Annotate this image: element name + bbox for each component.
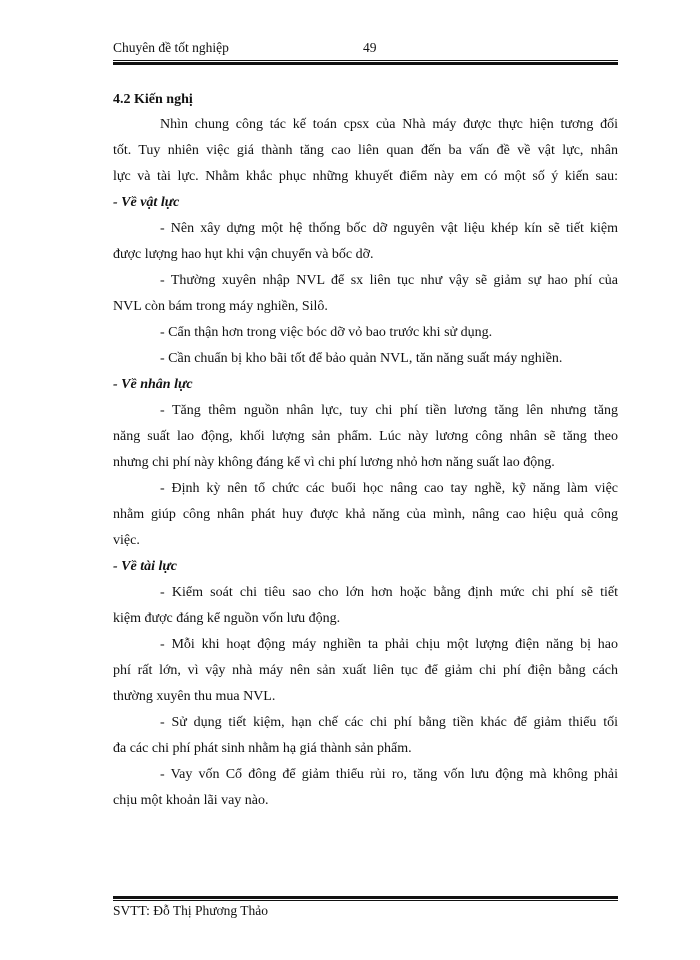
- paragraph-line: - Định kỳ nên tổ chức các buổi học nâng cao tay nghề, kỹ năng làm việc: [160, 481, 618, 496]
- paragraph-line: việc.: [113, 533, 140, 548]
- paragraph-line: nhưng chi phí này không đáng kể vì chi phí lương nhỏ hơn năng suất lao động.: [113, 455, 555, 470]
- page-header: [113, 40, 618, 60]
- paragraph-line: tốt. Tuy nhiên việc giá thành tăng cao liên quan đến ba vấn đề về vật lực, nhân: [113, 143, 618, 158]
- paragraph-line: - Sử dụng tiết kiệm, hạn chế các chi phí bằng tiền khác để giảm thiểu tối: [160, 715, 618, 730]
- paragraph-line: - Vay vốn Cổ đông để giảm thiểu rủi ro, tăng vốn lưu động mà không phải: [160, 767, 618, 782]
- paragraph-line: - Mỗi khi hoạt động máy nghiền ta phải chịu một lượng điện năng bị hao: [160, 637, 618, 652]
- page-number: 49: [363, 40, 377, 55]
- paragraph-line: lực và tài lực. Nhằm khắc phục những khuyết điểm này em có một số ý kiến sau:: [113, 169, 618, 184]
- paragraph-line: được lượng hao hụt khi vận chuyển và bốc dỡ.: [113, 247, 374, 262]
- paragraph-line: - Tăng thêm nguồn nhân lực, tuy chi phí tiền lương tăng lên nhưng tăng: [160, 403, 618, 418]
- paragraph-line: - Kiểm soát chi tiêu sao cho lớn hơn hoặc bằng định mức chi phí sẽ tiết: [160, 585, 618, 600]
- paragraph-line: chịu một khoản lãi vay nào.: [113, 793, 269, 808]
- paragraph-line: Nhìn chung công tác kế toán cpsx của Nhà máy được thực hiện tương đối: [160, 117, 618, 132]
- paragraph-line: phí rất lớn, vì vậy nhà máy nên sản xuất liên tục để giảm chi phí điện bằng cách: [113, 663, 618, 678]
- header-rule-thin: [113, 60, 618, 61]
- section-title: 4.2 Kiến nghị: [113, 92, 193, 107]
- paragraph-line: thường xuyên thu mua NVL.: [113, 689, 276, 704]
- paragraph-line: - Nên xây dựng một hệ thống bốc dỡ nguyên vật liệu khép kín sẽ tiết kiệm: [160, 221, 618, 236]
- header-rule-thick: [113, 62, 618, 65]
- subheading-tai-luc: - Về tài lực: [113, 559, 177, 574]
- paragraph-line: NVL còn bám trong máy nghiền, Silô.: [113, 299, 328, 314]
- header-title: Chuyên đề tốt nghiệp: [113, 40, 229, 55]
- paragraph-line: năng suất lao động, khối lượng sản phẩm. Lúc này lương công nhân sẽ tăng theo: [113, 429, 618, 444]
- subheading-vat-luc: - Về vật lực: [113, 195, 180, 210]
- subheading-nhan-luc: - Về nhân lực: [113, 377, 193, 392]
- paragraph-line: nhằm giúp công nhân phát huy được khả năng của mình, nâng cao hiệu quả công: [113, 507, 618, 522]
- document-body: [113, 88, 618, 814]
- footer-rule-thin: [113, 900, 618, 901]
- paragraph-line: - Cẩn thận hơn trong việc bóc dỡ vỏ bao trước khi sử dụng.: [160, 325, 493, 340]
- footer-rule-thick: [113, 896, 618, 899]
- paragraph-line: - Cần chuẩn bị kho bãi tốt để bảo quản NVL, tăn năng suất máy nghiền.: [160, 351, 563, 366]
- paragraph-line: kiệm được đáng kể nguồn vốn lưu động.: [113, 611, 341, 626]
- paragraph-line: - Thường xuyên nhập NVL để sx liên tục như vậy sẽ giảm sự hao phí của: [160, 273, 618, 288]
- footer-author: SVTT: Đỗ Thị Phương Thảo: [113, 903, 269, 918]
- paragraph-line: đa các chi phí phát sinh nhằm hạ giá thành sản phẩm.: [113, 741, 412, 756]
